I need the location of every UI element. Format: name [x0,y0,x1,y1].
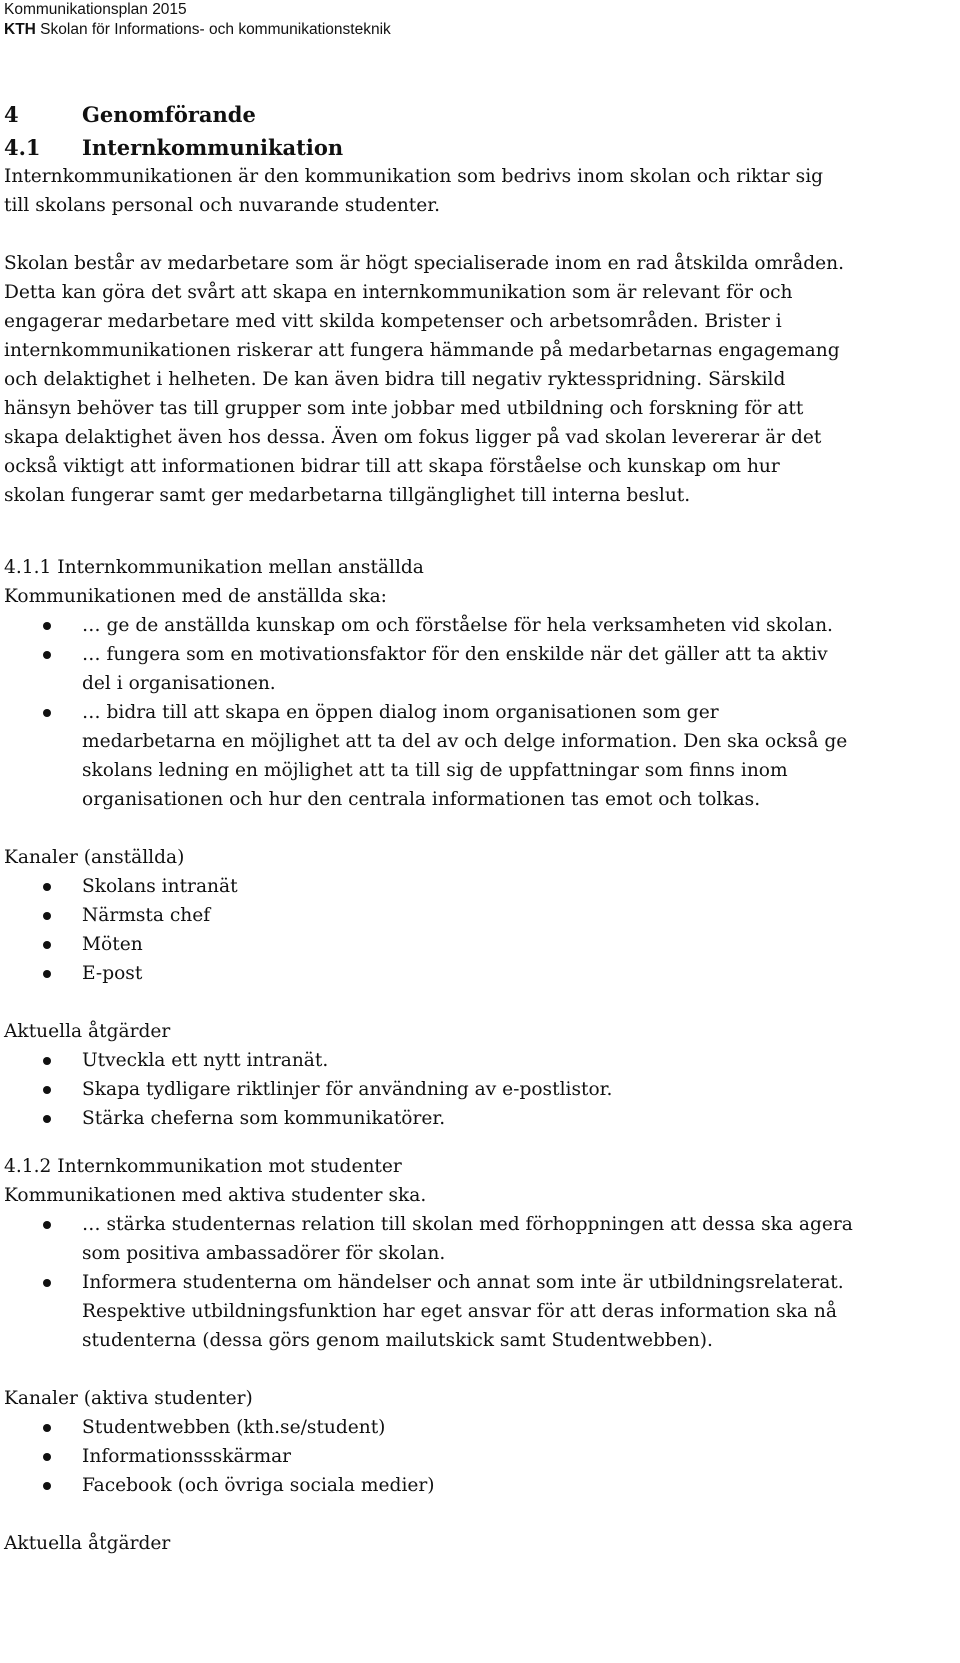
list-item [4,1046,956,1075]
text-line: Detta kan göra det svårt att skapa en internkommunikation som är relevant för och [4,282,793,303]
text-line: E-post [82,963,143,984]
text-line: skolans ledning en möjlighet att ta till sig de uppfattningar som finns inom [82,760,788,781]
header-school: Skolan för Informations- och kommunikationsteknik [35,21,391,38]
bullet-icon [43,970,51,978]
text-line: engagerar medarbetare med vitt skilda kompetenser och arbetsområden. Brister i [4,311,782,332]
channels-employees-list [4,872,956,988]
text-line: internkommunikationen riskerar att fungera hämmande på medarbetarnas engagemang [4,340,840,361]
bullet-icon [43,1279,51,1287]
text-line: medarbetarna en möjlighet att ta del av och delge information. Den ska också ge [82,731,848,752]
lead-text: Kommunikationen med aktiva studenter ska. [4,1185,427,1206]
bullet-icon [43,1221,51,1229]
text-line: … ge de anställda kunskap om och förståelse för hela verksamheten vid skolan. [82,615,833,636]
channels-students-list [4,1413,956,1500]
text-line: Möten [82,934,143,955]
actions-employees-title: Aktuella åtgärder [4,1021,171,1042]
bullet-list-students [4,1210,956,1355]
heading-4-title: Genomförande [82,102,256,127]
list-item [4,930,956,959]
list-item [4,1268,956,1355]
page-header-title [4,0,187,20]
bullet-icon [43,1086,51,1094]
bullet-icon [43,1482,51,1490]
text-line: … bidra till att skapa en öppen dialog inom organisationen som ger [82,702,719,723]
text-line: Informationssskärmar [82,1446,292,1467]
channels-students-title: Kanaler (aktiva studenter) [4,1388,253,1409]
subheading-4-1-2: 4.1.2 Internkommunikation mot studenter [4,1156,402,1177]
channels-employees-title: Kanaler (anställda) [4,847,185,868]
text-line: Stärka cheferna som kommunikatörer. [82,1108,446,1129]
text-line: skapa delaktighet även hos dessa. Även om fokus ligger på vad skolan levererar är det [4,427,822,448]
text-line: skolan fungerar samt ger medarbetarna tillgänglighet till interna beslut. [4,485,691,506]
actions-students-title: Aktuella åtgärder [4,1533,171,1554]
heading-4-number: 4 [4,102,19,127]
text-line: Utveckla ett nytt intranät. [82,1050,329,1071]
list-item [4,901,956,930]
text-line: hänsyn behöver tas till grupper som inte jobbar med utbildning och forskning för att [4,398,804,419]
text-line: Facebook (och övriga sociala medier) [82,1475,435,1496]
list-item [4,1210,956,1268]
subheading-4-1-1: 4.1.1 Internkommunikation mellan anställda [4,557,424,578]
bullet-icon [43,941,51,949]
heading-4-1-title: Internkommunikation [82,135,344,160]
bullet-icon [43,622,51,630]
page-header-subtitle [4,20,391,40]
bullet-icon [43,651,51,659]
text-line: till skolans personal och nuvarande studenter. [4,195,441,216]
bullet-icon [43,709,51,717]
text-line: Skapa tydligare riktlinjer för användning av e-postlistor. [82,1079,613,1100]
heading-4-1-number: 4.1 [4,135,41,160]
bullet-icon [43,1424,51,1432]
text-line: organisationen och hur den centrala informationen tas emot och tolkas. [82,789,761,810]
lead-text: Kommunikationen med de anställda ska: [4,586,387,607]
list-item [4,1442,956,1471]
text-line: Internkommunikationen är den kommunikation som bedrivs inom skolan och riktar sig [4,166,824,187]
text-line: Informera studenterna om händelser och annat som inte är utbildningsrelaterat. [82,1272,844,1293]
bullet-icon [43,912,51,920]
text-line: Studentwebben (kth.se/student) [82,1417,386,1438]
list-item [4,698,956,814]
text-line: Skolan består av medarbetare som är högt specialiserade inom en rad åtskilda områden. [4,253,845,274]
list-item [4,1413,956,1442]
intro-paragraph [4,162,956,220]
text-line: … stärka studenternas relation till skolan med förhoppningen att dessa ska agera [82,1214,853,1235]
list-item [4,611,956,640]
text-line: … fungera som en motivationsfaktor för den enskilde när det gäller att ta aktiv [82,644,828,665]
list-item [4,1471,956,1500]
header-line-1: Kommunikationsplan 2015 [4,1,187,18]
body-paragraph [4,249,956,510]
list-item [4,872,956,901]
text-line: och delaktighet i helheten. De kan även bidra till negativ ryktesspridning. Särskild [4,369,786,390]
text-line: Skolans intranät [82,876,238,897]
heading-4-1 [4,133,956,162]
text-line: Närmsta chef [82,905,211,926]
list-item [4,1075,956,1104]
actions-employees-list [4,1046,956,1133]
text-line: Respektive utbildningsfunktion har eget ansvar för att deras information ska nå [82,1301,837,1322]
text-line: också viktigt att informationen bidrar till att skapa förståelse och kunskap om hur [4,456,780,477]
document-body [4,100,956,1558]
bullet-icon [43,1115,51,1123]
bullet-icon [43,883,51,891]
text-line: studenterna (dessa görs genom mailutskick samt Studentwebben). [82,1330,713,1351]
header-kth: KTH [4,21,36,38]
bullet-icon [43,1057,51,1065]
bullet-icon [43,1453,51,1461]
text-line: som positiva ambassadörer för skolan. [82,1243,446,1264]
list-item [4,640,956,698]
list-item [4,959,956,988]
bullet-list-employees [4,611,956,814]
heading-4 [4,100,956,129]
list-item [4,1104,956,1133]
text-line: del i organisationen. [82,673,276,694]
